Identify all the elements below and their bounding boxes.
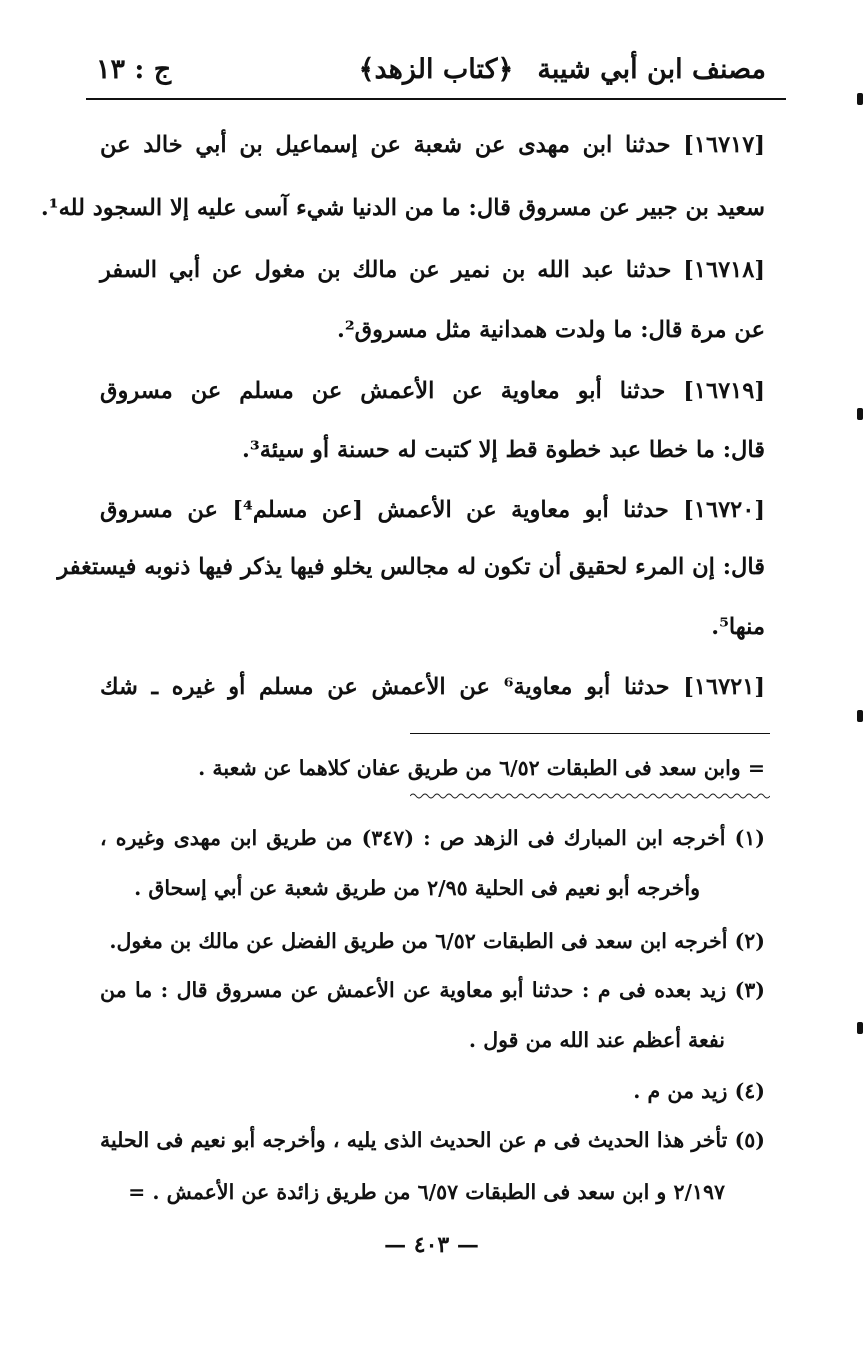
hadith-16717-line-1: [١٦٧١٧] حدثنا ابن مهدى عن شعبة عن إسماعيل بن أبي خالد عن	[100, 132, 765, 158]
volume-number: ج : ١٣	[96, 54, 172, 85]
wavy-divider	[410, 792, 770, 800]
scan-edge-mark	[857, 710, 863, 722]
footnote-1-line-1: (١) أخرجه ابن المبارك فى الزهد ص : (٣٤٧) من طريق ابن مهدى وغيره ،	[100, 826, 765, 850]
footnote-5-line-2: ٢/١٩٧ و ابن سعد فى الطبقات ٦/٥٧ من طريق زائدة عن الأعمش . =	[128, 1180, 725, 1204]
footnote-separator	[410, 733, 770, 734]
hadith-16718-line-1: [١٦٧١٨] حدثنا عبد الله بن نمير عن مالك بن مغول عن أبي السفر	[100, 257, 765, 283]
footnote-3-line-1: (٣) زيد بعده فى م : حدثنا أبو معاوية عن الأعمش عن مسروق قال : ما من	[100, 978, 765, 1002]
footnote-1-line-2: وأخرجه أبو نعيم فى الحلية ٢/٩٥ من طريق شعبة عن أبي إسحاق .	[134, 876, 700, 900]
page-number: — ٤٠٣ —	[384, 1232, 479, 1258]
hadith-16720-line-1: [١٦٧٢٠] حدثنا أبو معاوية عن الأعمش [عن مسلم⁴] عن مسروق	[100, 497, 765, 523]
hadith-16720-line-2: قال: إن المرء لحقيق أن تكون له مجالس يخلو فيها يذكر فيها ذنوبه فيستغفر	[57, 554, 765, 580]
footnote-4: (٤) زيد من م .	[633, 1079, 765, 1103]
footnote-2: (٢) أخرجه ابن سعد فى الطبقات ٦/٥٢ من طريق الفضل عن مالك بن مغول.	[109, 929, 765, 953]
hadith-16718-line-2: عن مرة قال: ما ولدت همدانية مثل مسروق².	[336, 317, 765, 343]
chapter-title: ﴿كتاب الزهد﴾	[358, 54, 514, 85]
book-title: مصنف ابن أبي شيبة	[537, 54, 766, 85]
hadith-16720-line-3: منها⁵.	[711, 614, 765, 640]
scan-edge-mark	[857, 408, 863, 420]
page-header	[86, 42, 786, 100]
carryover-footnote: = وابن سعد فى الطبقات ٦/٥٢ من طريق عفان كلاهما عن شعبة .	[198, 756, 765, 780]
footnote-5-line-1: (٥) تأخر هذا الحديث فى م عن الحديث الذى يليه ، وأخرجه أبو نعيم فى الحلية	[100, 1128, 765, 1152]
hadith-16721-line-1: [١٦٧٢١] حدثنا أبو معاوية⁶ عن الأعمش عن مسلم أو غيره ـ شك	[100, 674, 765, 700]
hadith-16719-line-1: [١٦٧١٩] حدثنا أبو معاوية عن الأعمش عن مسلم عن مسروق	[100, 378, 765, 404]
scan-edge-mark	[857, 1022, 863, 1034]
scan-edge-mark	[857, 93, 863, 105]
footnote-3-line-2: نفعة أعظم عند الله من قول .	[468, 1028, 725, 1052]
hadith-16717-line-2: سعيد بن جبير عن مسروق قال: ما من الدنيا شيء آسى عليه إلا السجود لله¹.	[40, 195, 765, 221]
hadith-16719-line-2: قال: ما خطا عبد خطوة قط إلا كتبت له حسنة أو سيئة³.	[241, 437, 765, 463]
